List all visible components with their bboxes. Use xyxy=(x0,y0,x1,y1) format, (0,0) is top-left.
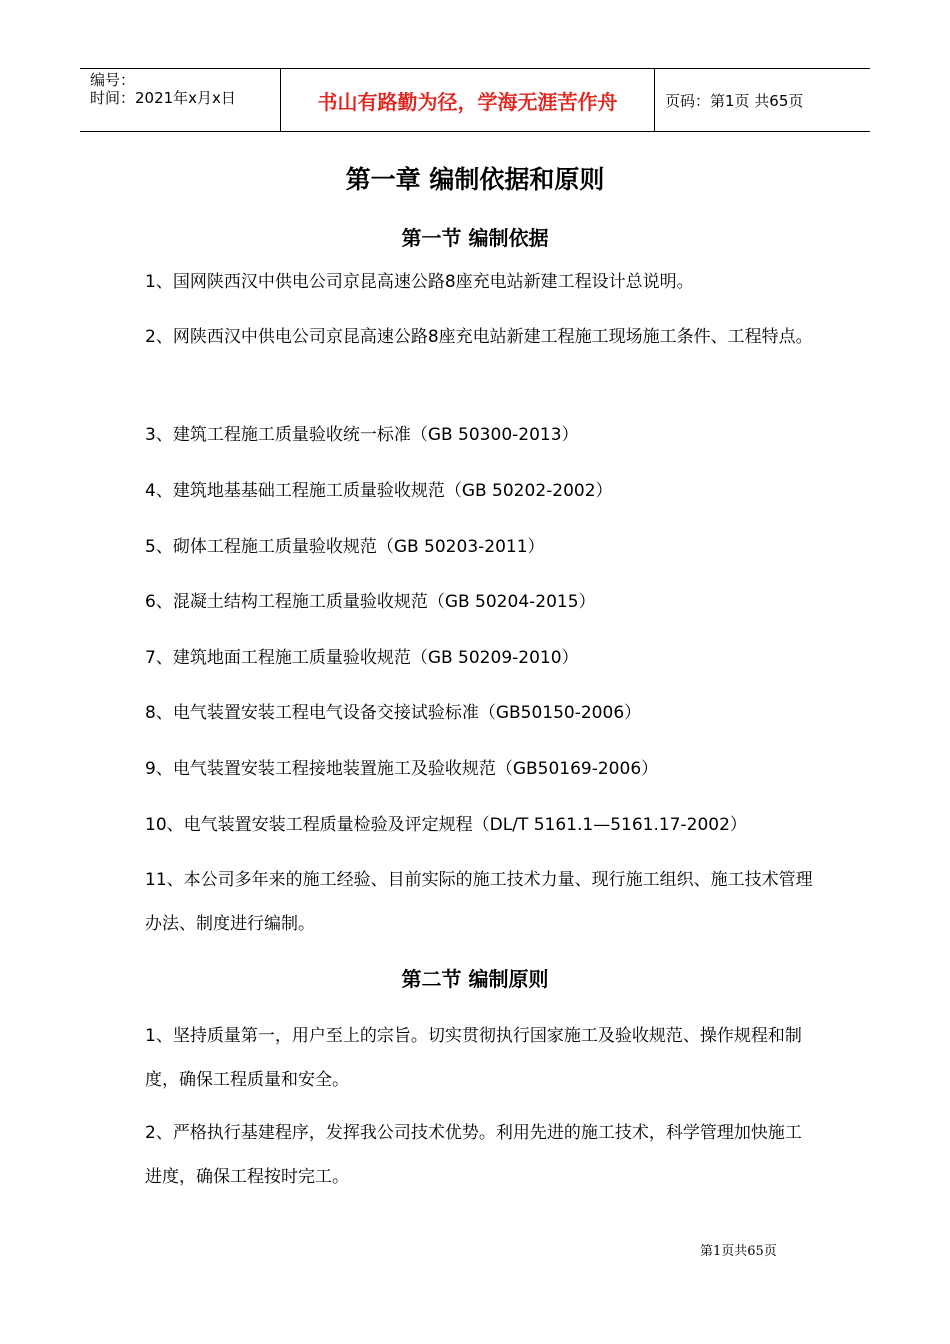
document-number-label: 编号： xyxy=(90,71,136,89)
list-item: 11、本公司多年来的施工经验、目前实际的施工技术力量、现行施工组织、施工技术管理办法、制度进行编制。 xyxy=(145,870,813,934)
list-item: 10、电气装置安装工程质量检验及评定规程（DL/T 5161.1—5161.17-2002） xyxy=(145,815,747,835)
list-item: 8、电气装置安装工程电气设备交接试验标准（GB50150-2006） xyxy=(145,703,642,723)
document-header xyxy=(80,68,870,132)
list-item: 1、坚持质量第一，用户至上的宗旨。切实贯彻执行国家施工及验收规范、操作规程和制度，确保工程质量和安全。 xyxy=(145,1026,802,1090)
list-item: 5、砌体工程施工质量验收规范（GB 50203-2011） xyxy=(145,537,545,557)
header-motto: 书山有路勤为径，学海无涯苦作舟 xyxy=(281,69,655,131)
list-item: 7、建筑地面工程施工质量验收规范（GB 50209-2010） xyxy=(145,648,579,668)
list-item: 4、建筑地基基础工程施工质量验收规范（GB 50202-2002） xyxy=(145,481,613,501)
chapter-title: 第一章 编制依据和原则 xyxy=(345,165,605,194)
list-item: 3、建筑工程施工质量验收统一标准（GB 50300-2013） xyxy=(145,425,579,445)
list-item: 6、混凝土结构工程施工质量验收规范（GB 50204-2015） xyxy=(145,592,596,612)
header-page-info: 页码：第1页 共65页 xyxy=(665,91,804,110)
list-item: 9、电气装置安装工程接地装置施工及验收规范（GB50169-2006） xyxy=(145,759,659,779)
document-time-label: 时间：2021年x月x日 xyxy=(90,89,236,107)
list-item: 2、严格执行基建程序，发挥我公司技术优势。利用先进的施工技术，科学管理加快施工进度，确保工程按时完工。 xyxy=(145,1123,802,1187)
list-item: 1、国网陕西汉中供电公司京昆高速公路8座充电站新建工程设计总说明。 xyxy=(145,272,694,292)
section-title-principles: 第二节 编制原则 xyxy=(401,967,549,991)
header-meta-cell xyxy=(80,69,281,131)
page-footer: 第1页共65页 xyxy=(700,1244,777,1259)
list-item: 2、网陕西汉中供电公司京昆高速公路8座充电站新建工程施工现场施工条件、工程特点。 xyxy=(145,327,813,347)
section-title-basis: 第一节 编制依据 xyxy=(401,226,549,250)
